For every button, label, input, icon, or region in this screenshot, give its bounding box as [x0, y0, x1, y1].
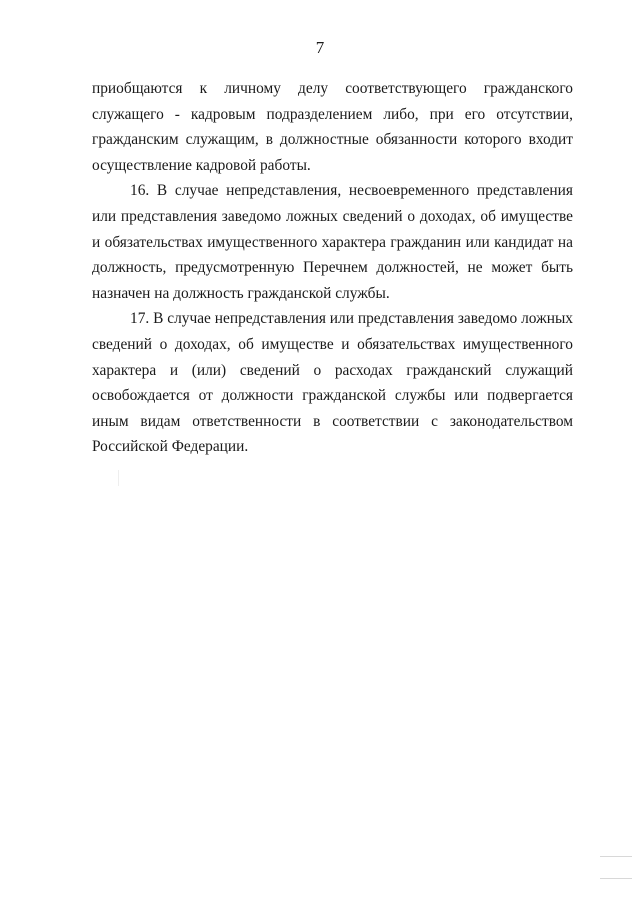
document-body	[92, 76, 573, 460]
scan-edge-mark	[600, 856, 632, 857]
page-number: 7	[315, 38, 325, 57]
scan-artifact	[118, 470, 119, 486]
paragraph-item-16: 16. В случае непредставления, несвоевременного представления или представления заведомо ложных сведений о доходах, об имуществе и обязательствах имущественного характера гражданин или кандидат на должность, предусмотренную Перечнем должностей, не может быть назначен на должность гражданской службы.	[92, 182, 573, 302]
paragraph-item-17: 17. В случае непредставления или представления заведомо ложных сведений о доходах, об имуществе и обязательствах имущественного характера и (или) сведений о расходах гражданский служащий освобождается от должности гражданской службы или подвергается иным видам ответственности в соответствии с законодательством Российской Федерации.	[92, 310, 573, 456]
scan-edge-mark	[600, 878, 632, 879]
paragraph-continuation: приобщаются к личному делу соответствующего гражданского служащего - кадровым подразделением либо, при его отсутствии, гражданским служащим, в должностные обязанности которого входит осуществление кадровой работы.	[92, 80, 573, 174]
